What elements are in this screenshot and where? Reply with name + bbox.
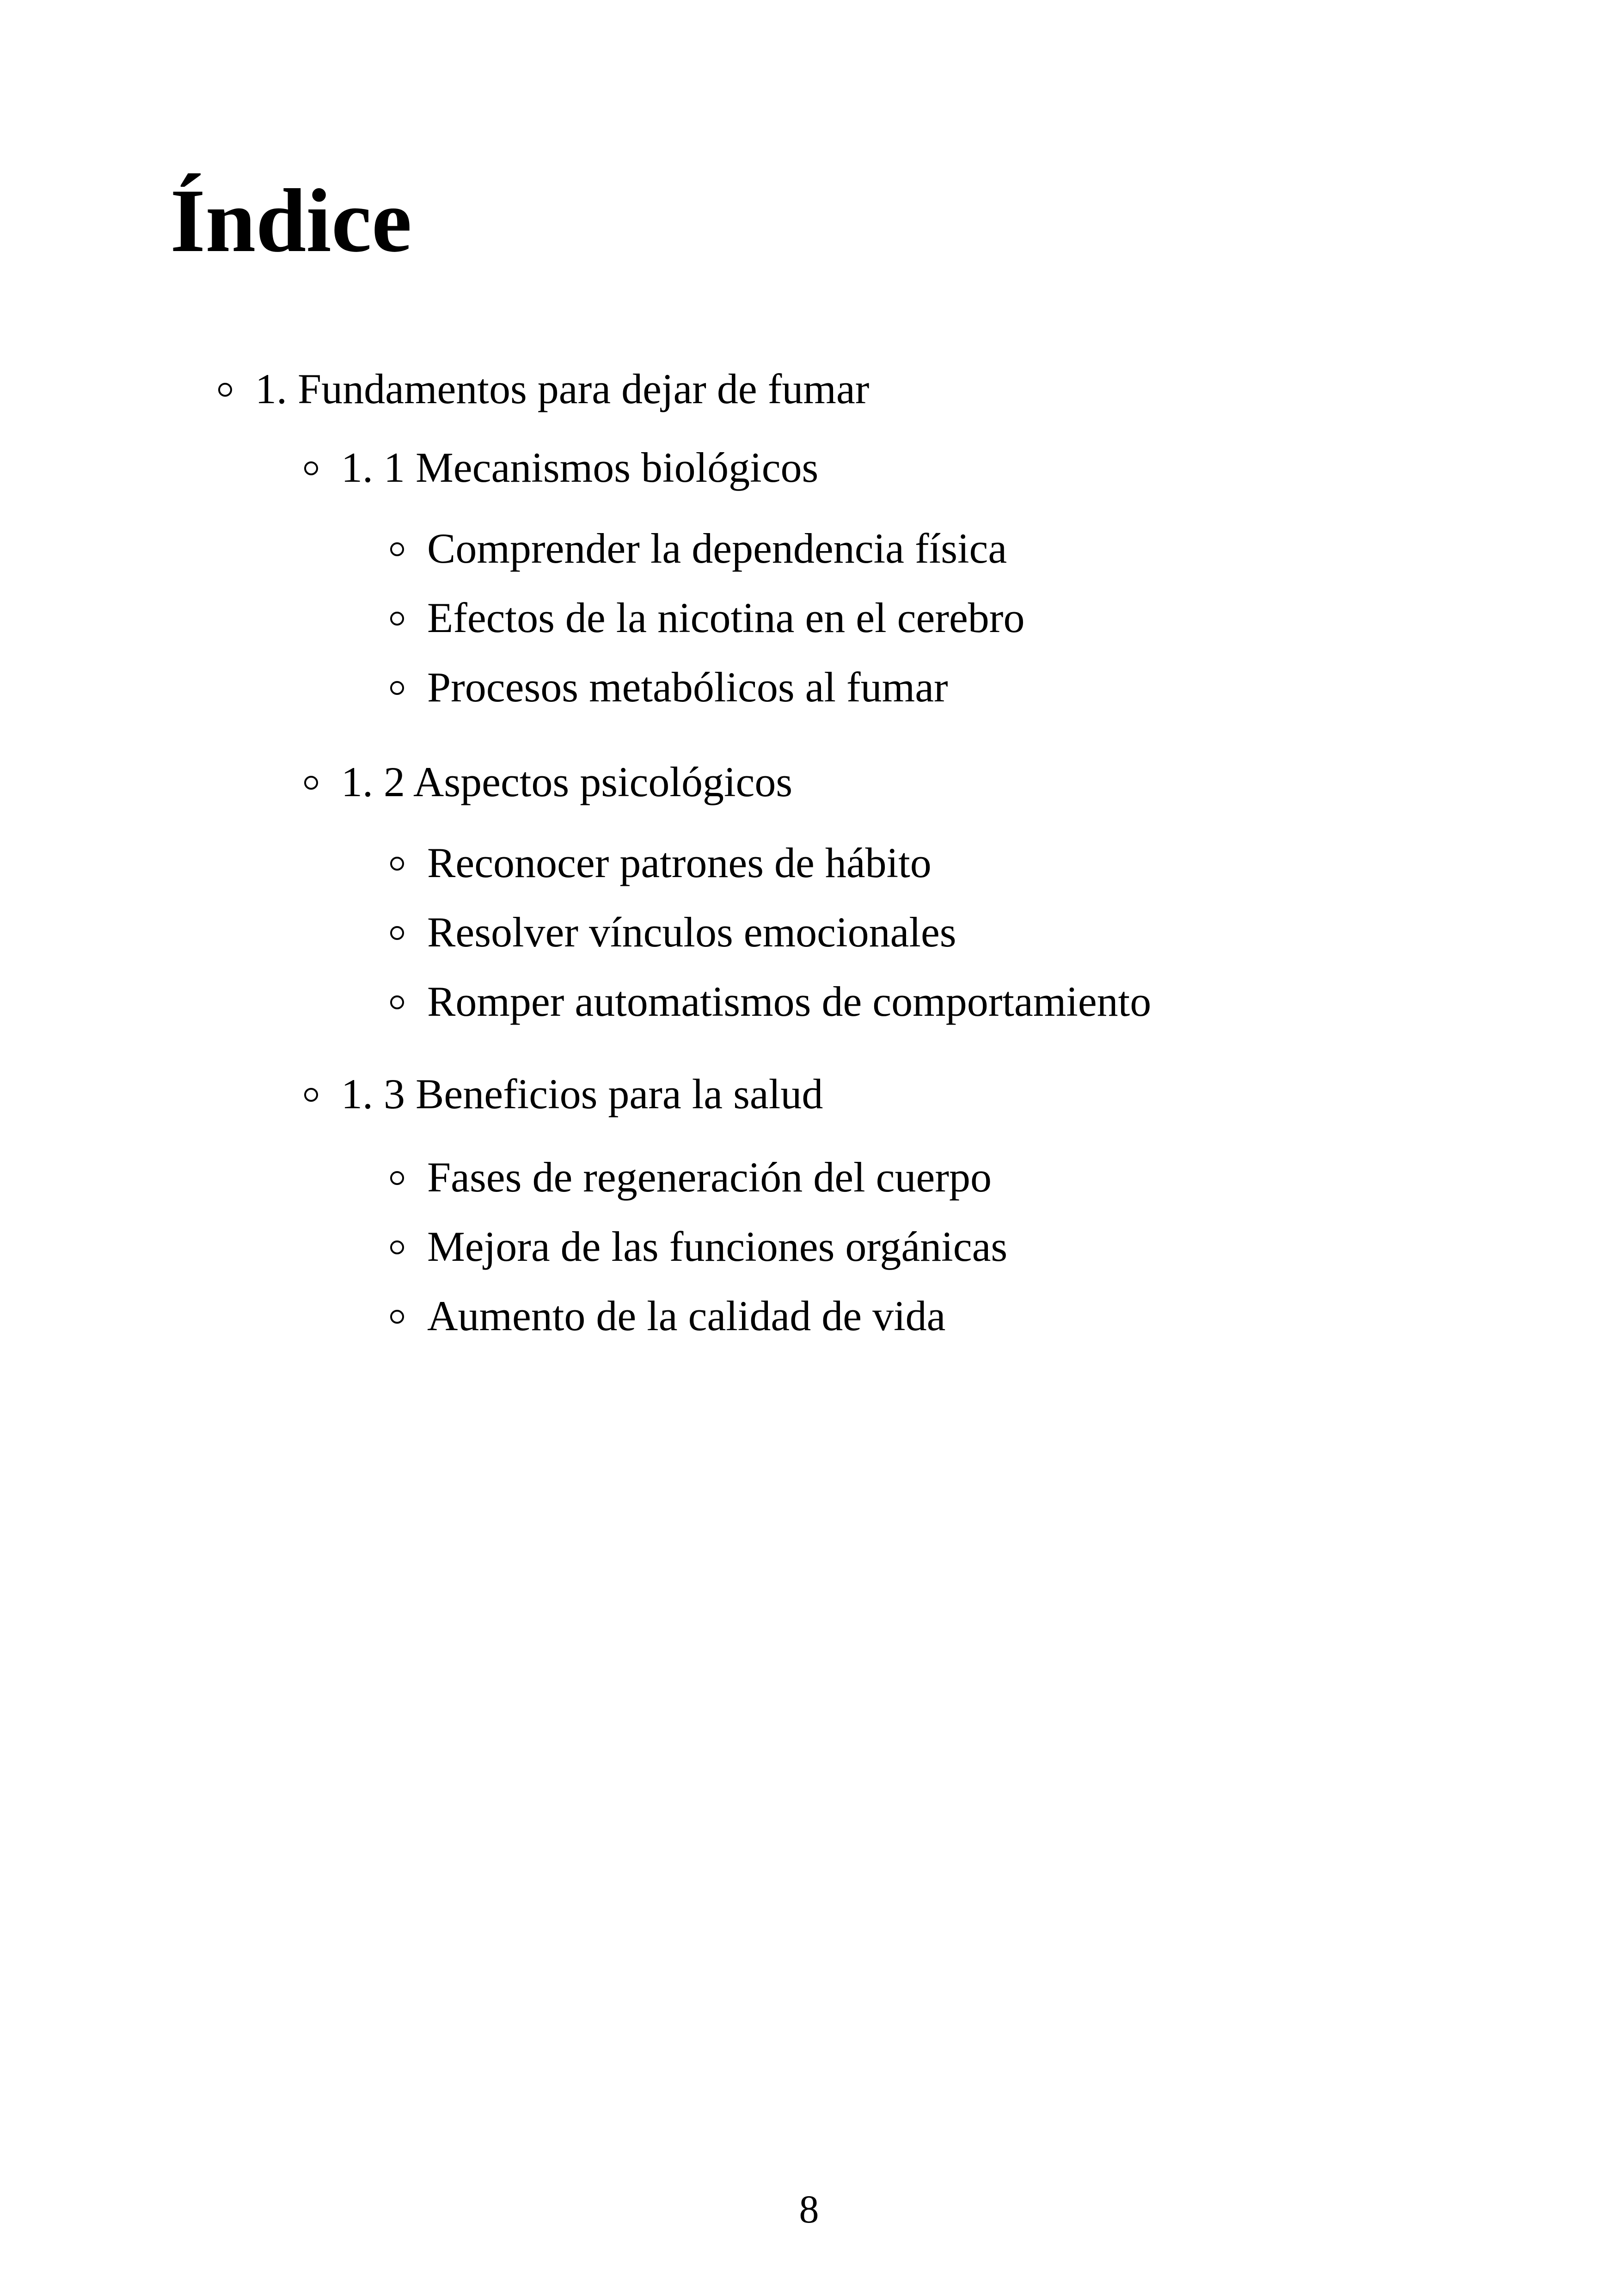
circle-bullet-icon — [304, 776, 318, 790]
toc-item — [390, 1154, 992, 1201]
toc-entry-label: Comprender la dependencia física — [427, 525, 1007, 572]
toc-item — [390, 1292, 946, 1339]
toc-item — [390, 841, 932, 884]
toc-entry-label: 1. 2 Aspectos psicológicos — [341, 758, 793, 805]
toc-item — [390, 909, 956, 956]
circle-bullet-icon — [390, 612, 404, 626]
circle-bullet-icon — [390, 542, 404, 556]
toc-entry-label: Procesos metabólicos al fumar — [427, 663, 948, 711]
circle-bullet-icon — [390, 1171, 404, 1185]
circle-bullet-icon — [390, 1240, 404, 1254]
toc-entry-label: Aumento de la calidad de vida — [427, 1292, 946, 1339]
toc-section-1-2 — [304, 758, 793, 805]
toc-item — [390, 527, 1007, 570]
toc-item — [390, 1225, 1007, 1268]
toc-item — [390, 663, 948, 711]
circle-bullet-icon — [390, 1310, 404, 1324]
toc-entry-label: 1. Fundamentos para dejar de fumar — [255, 365, 870, 412]
page-title: Índice — [170, 171, 412, 271]
toc-entry-label: 1. 1 Mecanismos biológicos — [341, 444, 819, 491]
toc-entry-label: Romper automatismos de comportamiento — [427, 978, 1152, 1025]
circle-bullet-icon — [218, 383, 232, 397]
page-number: 8 — [799, 2187, 819, 2231]
toc-chapter-1 — [218, 365, 870, 412]
toc-entry-label: Reconocer patrones de hábito — [427, 839, 932, 886]
circle-bullet-icon — [390, 995, 404, 1009]
toc-entry-label: 1. 3 Beneficios para la salud — [341, 1070, 823, 1117]
toc-section-1-1 — [304, 446, 818, 489]
circle-bullet-icon — [390, 926, 404, 940]
toc-item — [390, 980, 1151, 1023]
circle-bullet-icon — [390, 681, 404, 695]
toc-entry-label: Fases de regeneración del cuerpo — [427, 1154, 992, 1201]
toc-item — [390, 596, 1024, 639]
circle-bullet-icon — [390, 857, 404, 871]
toc-entry-label: Efectos de la nicotina en el cerebro — [427, 594, 1025, 641]
toc-section-1-3 — [304, 1070, 823, 1117]
toc-entry-label: Mejora de las funciones orgánicas — [427, 1223, 1008, 1270]
circle-bullet-icon — [304, 461, 318, 475]
circle-bullet-icon — [304, 1088, 318, 1102]
toc-entry-label: Resolver vínculos emocionales — [427, 909, 956, 956]
